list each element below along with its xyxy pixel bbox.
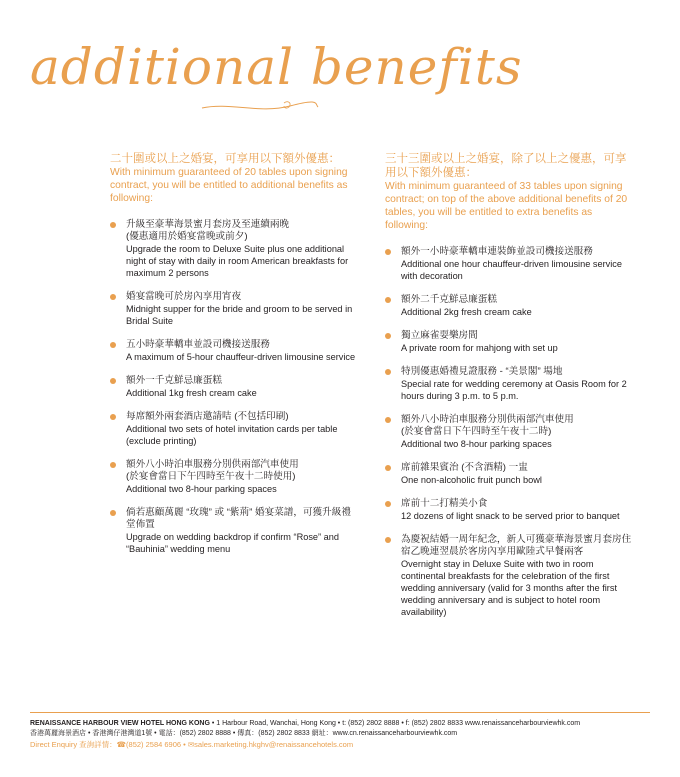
benefit-zh: 五小時豪華轎車並設司機接送服務	[126, 339, 270, 350]
footer-address-en	[30, 719, 650, 729]
benefit-zh: 為慶祝結婚一周年紀念，新人可獲豪華海景蜜月套房住宿乙晚連翌晨於客房內享用歐陸式早餐兩客	[401, 534, 632, 557]
bullet-icon	[110, 342, 116, 348]
left-benefits-column	[110, 152, 360, 567]
benefit-en: Additional two 8-hour parking spaces	[401, 439, 552, 449]
benefit-item	[110, 411, 360, 447]
benefit-zh: 額外八小時泊車服務分別供兩部汽車使用 (於宴會當日下午四時至午夜十二時使用)	[126, 459, 299, 482]
footer-divider	[30, 712, 650, 713]
benefit-item	[385, 246, 635, 282]
benefit-zh: 婚宴當晚可於房內享用宵夜	[126, 291, 242, 302]
bullet-icon	[385, 333, 391, 339]
bullet-icon	[385, 501, 391, 507]
bullet-icon	[110, 414, 116, 420]
footer-hotel-name: RENAISSANCE HARBOUR VIEW HOTEL HONG KONG	[30, 720, 210, 727]
benefit-en: Additional one hour chauffeur-driven limousine service with decoration	[401, 259, 622, 281]
right-benefits-column	[385, 152, 635, 630]
bullet-icon	[385, 465, 391, 471]
benefit-item	[385, 414, 635, 450]
benefit-item	[385, 462, 635, 486]
footer	[30, 712, 650, 750]
benefit-en: Midnight supper for the bride and groom to be served in Bridal Suite	[126, 304, 353, 326]
benefit-zh: 額外八小時泊車服務分別供兩部汽車使用 (於宴會當日下午四時至午夜十二時)	[401, 414, 574, 437]
benefit-item	[385, 330, 635, 354]
flourish-ornament	[200, 100, 320, 114]
left-intro-en: With minimum guaranteed of 20 tables upon signing contract, you will be entitled to additional benefits as following:	[110, 167, 348, 204]
left-intro-zh: 二十圍或以上之婚宴，可享用以下額外優惠：	[110, 153, 340, 165]
bullet-icon	[110, 462, 116, 468]
benefit-zh: 獨立麻雀耍樂房間	[401, 330, 478, 341]
right-intro-zh: 三十三圍或以上之婚宴，除了以上之優惠，可享用以下額外優惠：	[385, 153, 627, 179]
benefit-en: Upgrade the room to Deluxe Suite plus one additional night of stay with daily in room American breakfasts for maximum 2 persons	[126, 244, 349, 278]
benefit-item	[385, 294, 635, 318]
benefit-en: Overnight stay in Deluxe Suite with two in room continental breakfasts for the celebration of the first wedding anniversary (valid for 3 months after the first wedding anniversary and is subject to hotel room availability)	[401, 559, 618, 617]
benefit-en: Upgrade on wedding backdrop if confirm “Rose” and “Bauhinia” wedding menu	[126, 532, 339, 554]
bullet-icon	[110, 294, 116, 300]
benefit-zh: 額外一千克鮮忌廉蛋糕	[126, 375, 222, 386]
benefit-en: A private room for mahjong with set up	[401, 343, 558, 353]
footer-enquiry: Direct Enquiry 查詢詳情：☎(852) 2584 6906 • ✉sales.marketing.hkghv@renaissancehotels.com	[30, 740, 354, 749]
benefit-item	[110, 339, 360, 363]
benefit-en: One non-alcoholic fruit punch bowl	[401, 475, 542, 485]
benefit-zh: 每席額外兩套酒店邀請咭 (不包括印刷)	[126, 411, 289, 422]
benefit-en: Additional 1kg fresh cream cake	[126, 388, 257, 398]
benefit-zh: 升級至豪華海景蜜月套房及至連續兩晚 (優惠適用於婚宴當晚或前夕)	[126, 219, 290, 242]
benefit-item	[385, 534, 635, 618]
benefit-zh: 額外二千克鮮忌廉蛋糕	[401, 294, 497, 305]
benefit-zh: 席前雜果賓治 (不含酒精) 一盅	[401, 462, 528, 473]
bullet-icon	[385, 249, 391, 255]
benefit-item	[110, 219, 360, 279]
footer-address-text: • 1 Harbour Road, Wanchai, Hong Kong • t: (852) 2802 8888 • f: (852) 2802 8833 www.renaissanceharbourviewhk.com	[209, 720, 581, 727]
benefit-zh: 額外一小時豪華轎車連裝飾並設司機接送服務	[401, 246, 593, 257]
benefit-en: Additional 2kg fresh cream cake	[401, 307, 532, 317]
bullet-icon	[385, 537, 391, 543]
benefit-en: 12 dozens of light snack to be served prior to banquet	[401, 511, 620, 521]
benefit-item	[110, 459, 360, 495]
bullet-icon	[385, 417, 391, 423]
page-title: additional benefits	[30, 38, 523, 96]
benefit-en: Special rate for wedding ceremony at Oasis Room for 2 hours during 3 p.m. to 5 p.m.	[401, 379, 627, 401]
benefit-zh: 倘若惠顧萬麗 “玫瑰” 或 “紫荊” 婚宴菜譜，可獲升級禮堂佈置	[126, 507, 351, 530]
bullet-icon	[110, 222, 116, 228]
benefit-zh: 席前十二打精美小食	[401, 498, 488, 509]
bullet-icon	[385, 369, 391, 375]
benefit-item	[385, 366, 635, 402]
benefit-en: A maximum of 5-hour chauffeur-driven limousine service	[126, 352, 356, 362]
benefit-item	[110, 291, 360, 327]
benefit-en: Additional two 8-hour parking spaces	[126, 484, 277, 494]
benefit-item	[110, 507, 360, 555]
benefit-zh: 特別優惠婚禮見證服務 - “美景閣” 場地	[401, 366, 563, 377]
bullet-icon	[385, 297, 391, 303]
benefit-item	[385, 498, 635, 522]
benefit-item	[110, 375, 360, 399]
bullet-icon	[110, 378, 116, 384]
footer-address-zh: 香港萬麗海景酒店 • 香港灣仔港灣道1號 • 電話：(852) 2802 8888 • 傳真：(852) 2802 8833 網址：www.cn.renaissanceharbourviewhk.com	[30, 730, 458, 737]
bullet-icon	[110, 510, 116, 516]
benefit-en: Additional two sets of hotel invitation cards per table (exclude printing)	[126, 424, 338, 446]
right-intro-en: With minimum guaranteed of 33 tables upon signing contract; on top of the above additional benefits of 20 tables, you will be entitled to extra benefits as following:	[385, 181, 628, 231]
